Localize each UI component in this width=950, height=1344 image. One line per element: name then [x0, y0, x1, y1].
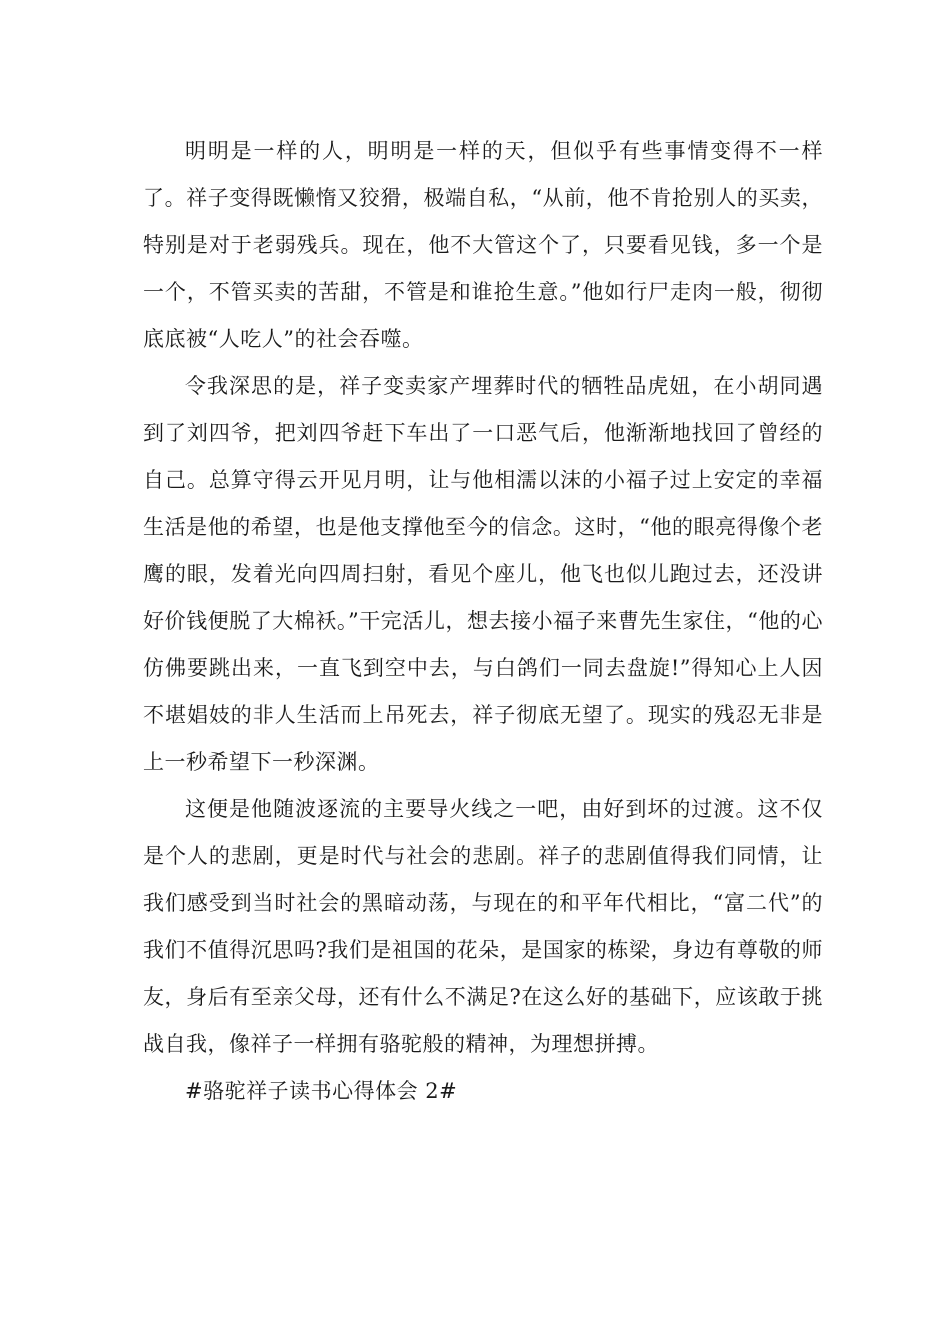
section-heading: #骆驼祥子读书心得体会 2# — [185, 1079, 458, 1103]
paragraph-2: 令我深思的是，祥子变卖家产埋葬时代的牺牲品虎妞，在小胡同遇到了刘四爷，把刘四爷赶下车出了一口恶气后，他渐渐地找回了曾经的自己。总算守得云开见月明，让与他相濡以沫的小福子过上安定的幸福生活是他的希望，也是他支撑他至今的信念。这时，“他的眼亮得像个老鹰的眼，发着光向四周扫射，看见个座儿，他飞也似儿跑过去，还没讲好价钱便脱了大棉袄。”干完活儿，想去接小福子来曹先生家住，“他的心仿佛要跳出来，一直飞到空中去，与白鸽们一同去盘旋!”得知心上人因不堪娼妓的非人生活而上吊死去，祥子彻底无望了。现实的残忍无非是上一秒希望下一秒深渊。 — [143, 374, 823, 774]
paragraph-3: 这便是他随波逐流的主要导火线之一吧，由好到坏的过渡。这不仅是个人的悲剧，更是时代与社会的悲剧。祥子的悲剧值得我们同情，让我们感受到当时社会的黑暗动荡，与现在的和平年代相比，“富二代”的我们不值得沉思吗?我们是祖国的花朵，是国家的栋梁，身边有尊敬的师友，身后有至亲父母，还有什么不满足?在这么好的基础下，应该敢于挑战自我，像祥子一样拥有骆驼般的精神，为理想拼搏。 — [143, 797, 823, 1056]
paragraph-1: 明明是一样的人，明明是一样的天，但似乎有些事情变得不一样了。祥子变得既懒惰又狡猾，极端自私，“从前，他不肯抢别人的买卖，特别是对于老弱残兵。现在，他不大管这个了，只要看见钱，多一个是一个，不管买卖的苦甜，不管是和谁抢生意。”他如行尸走肉一般，彻彻底底被“人吃人”的社会吞噬。 — [143, 139, 823, 351]
document-body — [143, 128, 823, 1115]
